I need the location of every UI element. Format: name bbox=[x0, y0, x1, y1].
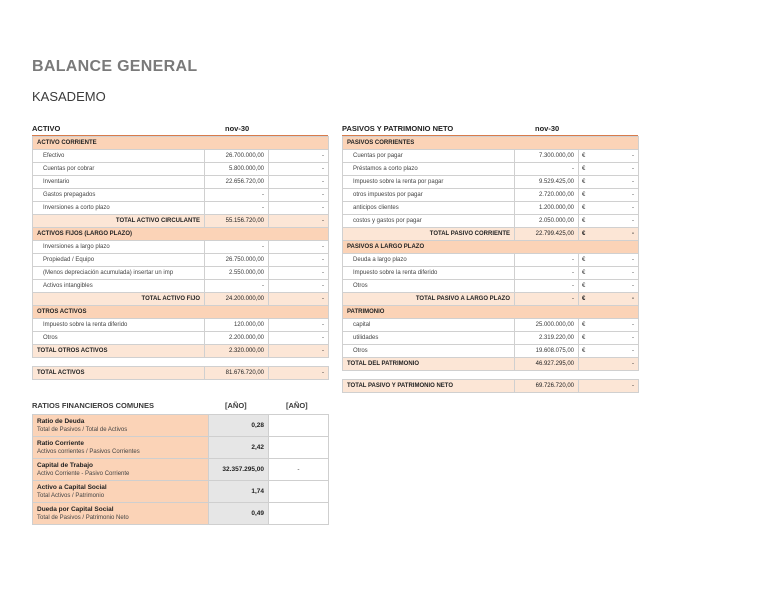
currency-symbol: € bbox=[582, 192, 586, 198]
ratio-name: Capital de Trabajo bbox=[37, 461, 93, 469]
ratio-value: 2,42 bbox=[209, 437, 269, 459]
row-prior bbox=[579, 345, 639, 358]
table-row bbox=[343, 267, 639, 280]
table-row bbox=[33, 332, 329, 345]
ratio-prior bbox=[269, 437, 329, 459]
category-label: ACTIVOS FIJOS (LARGO PLAZO) bbox=[33, 228, 329, 241]
ratios-col1: [AÑO] bbox=[225, 401, 247, 410]
row-value: 7.300.000,00 bbox=[515, 150, 579, 163]
spacer-row bbox=[33, 358, 329, 367]
table-row bbox=[343, 215, 639, 228]
prior-value: - bbox=[632, 322, 635, 328]
total-row bbox=[33, 345, 329, 358]
row-label: Inversiones a corto plazo bbox=[33, 202, 205, 215]
row-label: utilidades bbox=[343, 332, 515, 345]
currency-symbol: € bbox=[582, 270, 586, 276]
prior-value: - bbox=[632, 231, 635, 237]
row-prior: - bbox=[269, 150, 329, 163]
row-prior: - bbox=[269, 254, 329, 267]
table-row bbox=[33, 280, 329, 293]
row-label: Otros bbox=[343, 345, 515, 358]
row-label: capital bbox=[343, 319, 515, 332]
row-value: 55.156.720,00 bbox=[205, 215, 269, 228]
row-prior: - bbox=[269, 332, 329, 345]
row-prior: - bbox=[269, 163, 329, 176]
total-row bbox=[343, 293, 639, 306]
row-label: TOTAL PASIVO CORRIENTE bbox=[343, 228, 515, 241]
ratio-value: 0,28 bbox=[209, 415, 269, 437]
row-value: - bbox=[515, 267, 579, 280]
table-row bbox=[33, 163, 329, 176]
ratio-name: Ratio Corriente bbox=[37, 439, 84, 447]
liabilities-table bbox=[342, 136, 639, 393]
row-label: Otros bbox=[343, 280, 515, 293]
ratio-label bbox=[33, 415, 209, 437]
currency-symbol: € bbox=[582, 296, 586, 302]
currency-symbol: € bbox=[582, 283, 586, 289]
category-row bbox=[343, 241, 639, 254]
currency-symbol: € bbox=[582, 205, 586, 211]
row-label: anticipos clientes bbox=[343, 202, 515, 215]
prior-value: - bbox=[632, 166, 635, 172]
row-value: 81.676.720,00 bbox=[205, 367, 269, 380]
ratios-col2: [AÑO] bbox=[286, 401, 308, 410]
prior-value: - bbox=[632, 257, 635, 263]
row-value: 19.608.075,00 bbox=[515, 345, 579, 358]
row-label: TOTAL ACTIVO CIRCULANTE bbox=[33, 215, 205, 228]
row-value: 46.927.295,00 bbox=[515, 358, 579, 371]
assets-table bbox=[32, 136, 329, 380]
ratio-value: 0,49 bbox=[209, 503, 269, 525]
ratios-table bbox=[32, 414, 329, 525]
table-row bbox=[33, 267, 329, 280]
row-label: Activos intangibles bbox=[33, 280, 205, 293]
currency-symbol: € bbox=[582, 166, 586, 172]
row-label: Préstamos a corto plazo bbox=[343, 163, 515, 176]
table-row bbox=[33, 176, 329, 189]
category-row bbox=[343, 306, 639, 319]
ratio-value: 32.357.295,00 bbox=[209, 459, 269, 481]
row-value: - bbox=[515, 163, 579, 176]
prior-value: - bbox=[632, 335, 635, 341]
row-label: costos y gastos por pagar bbox=[343, 215, 515, 228]
ratio-row bbox=[33, 437, 329, 459]
ratio-label bbox=[33, 437, 209, 459]
row-label: TOTAL PASIVO Y PATRIMONIO NETO bbox=[343, 380, 515, 393]
row-prior: - bbox=[269, 176, 329, 189]
row-prior bbox=[579, 176, 639, 189]
liabilities-period: nov-30 bbox=[535, 124, 560, 133]
liabilities-header bbox=[342, 123, 638, 136]
row-label: Cuentas por pagar bbox=[343, 150, 515, 163]
ratio-row bbox=[33, 459, 329, 481]
row-prior: - bbox=[269, 241, 329, 254]
currency-symbol: € bbox=[582, 153, 586, 159]
row-prior: - bbox=[269, 293, 329, 306]
row-label: Impuesto sobre la renta por pagar bbox=[343, 176, 515, 189]
prior-value: - bbox=[632, 270, 635, 276]
total-row bbox=[343, 358, 639, 371]
row-prior bbox=[579, 293, 639, 306]
table-row bbox=[343, 163, 639, 176]
spacer-row bbox=[343, 371, 639, 380]
row-value: 22.799.425,00 bbox=[515, 228, 579, 241]
ratio-prior bbox=[269, 481, 329, 503]
category-label: ACTIVO CORRIENTE bbox=[33, 137, 329, 150]
row-prior bbox=[579, 163, 639, 176]
spacer-cell bbox=[343, 371, 639, 380]
ratio-label bbox=[33, 459, 209, 481]
row-value: 120.000,00 bbox=[205, 319, 269, 332]
prior-value: - bbox=[632, 153, 635, 159]
prior-value: - bbox=[632, 218, 635, 224]
row-label: Gastos prepagados bbox=[33, 189, 205, 202]
assets-period: nov-30 bbox=[225, 124, 250, 133]
row-value: 2.550.000,00 bbox=[205, 267, 269, 280]
row-value: - bbox=[515, 280, 579, 293]
row-label: Deuda a largo plazo bbox=[343, 254, 515, 267]
liabilities-heading: PASIVOS Y PATRIMONIO NETO bbox=[342, 124, 454, 133]
prior-value: - bbox=[632, 296, 635, 302]
table-row bbox=[33, 202, 329, 215]
table-row bbox=[343, 332, 639, 345]
spacer-cell bbox=[33, 358, 329, 367]
row-value: 69.726.720,00 bbox=[515, 380, 579, 393]
row-value: 2.200.000,00 bbox=[205, 332, 269, 345]
prior-value: - bbox=[632, 205, 635, 211]
table-row bbox=[33, 319, 329, 332]
row-value: 2.319.220,00 bbox=[515, 332, 579, 345]
currency-symbol: € bbox=[582, 179, 586, 185]
row-label: Impuesto sobre la renta diferido bbox=[33, 319, 205, 332]
ratio-formula: Total de Pasivos / Patrimonio Neto bbox=[37, 514, 129, 521]
row-label: Otros bbox=[33, 332, 205, 345]
ratio-row bbox=[33, 481, 329, 503]
ratio-value: 1,74 bbox=[209, 481, 269, 503]
total-row bbox=[33, 293, 329, 306]
category-row bbox=[33, 137, 329, 150]
prior-value: - bbox=[632, 192, 635, 198]
row-prior: - bbox=[269, 189, 329, 202]
row-prior: - bbox=[269, 319, 329, 332]
total-row bbox=[33, 215, 329, 228]
row-label: (Menos depreciación acumulada) insertar un imp bbox=[33, 267, 205, 280]
prior-value: - bbox=[632, 348, 635, 354]
row-value: 2.720.000,00 bbox=[515, 189, 579, 202]
table-row bbox=[343, 254, 639, 267]
row-value: 25.000.000,00 bbox=[515, 319, 579, 332]
row-value: 1.200.000,00 bbox=[515, 202, 579, 215]
currency-symbol: € bbox=[582, 231, 586, 237]
row-prior bbox=[579, 150, 639, 163]
prior-value: - bbox=[632, 283, 635, 289]
ratio-name: Ratio de Deuda bbox=[37, 417, 85, 425]
category-row bbox=[33, 306, 329, 319]
row-value: 5.800.000,00 bbox=[205, 163, 269, 176]
liabilities-section bbox=[342, 123, 638, 393]
row-prior bbox=[579, 215, 639, 228]
row-prior bbox=[579, 280, 639, 293]
table-row bbox=[343, 345, 639, 358]
row-label: Propiedad / Equipo bbox=[33, 254, 205, 267]
row-label: TOTAL DEL PATRIMONIO bbox=[343, 358, 515, 371]
row-prior bbox=[579, 202, 639, 215]
row-prior: - bbox=[269, 345, 329, 358]
row-value: - bbox=[205, 189, 269, 202]
ratio-prior bbox=[269, 415, 329, 437]
total-row bbox=[33, 367, 329, 380]
ratio-formula: Total de Pasivos / Total de Activos bbox=[37, 426, 128, 433]
row-prior: - bbox=[269, 215, 329, 228]
table-row bbox=[343, 176, 639, 189]
currency-symbol: € bbox=[582, 257, 586, 263]
ratios-header bbox=[32, 400, 328, 412]
category-row bbox=[33, 228, 329, 241]
ratio-formula: Total Activos / Patrimonio bbox=[37, 492, 105, 499]
table-row bbox=[33, 241, 329, 254]
ratios-section bbox=[32, 400, 328, 525]
row-prior: - bbox=[579, 380, 639, 393]
row-value: 9.529.425,00 bbox=[515, 176, 579, 189]
row-prior: - bbox=[269, 280, 329, 293]
row-label: TOTAL ACTIVOS bbox=[33, 367, 205, 380]
table-row bbox=[343, 189, 639, 202]
total-row bbox=[343, 380, 639, 393]
row-label: otros impuestos por pagar bbox=[343, 189, 515, 202]
row-value: - bbox=[515, 254, 579, 267]
row-prior: - bbox=[269, 267, 329, 280]
currency-symbol: € bbox=[582, 335, 586, 341]
ratio-prior bbox=[269, 503, 329, 525]
row-value: 26.700.000,00 bbox=[205, 150, 269, 163]
table-row bbox=[343, 150, 639, 163]
category-label: OTROS ACTIVOS bbox=[33, 306, 329, 319]
assets-header bbox=[32, 123, 328, 136]
ratio-formula: Activos corrientes / Pasivos Corrientes bbox=[37, 448, 140, 455]
table-row bbox=[33, 150, 329, 163]
row-label: Cuentas por cobrar bbox=[33, 163, 205, 176]
row-prior bbox=[579, 189, 639, 202]
row-value: 2.050.000,00 bbox=[515, 215, 579, 228]
currency-symbol: € bbox=[582, 218, 586, 224]
row-value: 22.656.720,00 bbox=[205, 176, 269, 189]
table-row bbox=[343, 319, 639, 332]
ratio-row bbox=[33, 503, 329, 525]
ratio-name: Activo a Capital Social bbox=[37, 483, 107, 491]
row-value: - bbox=[205, 280, 269, 293]
ratio-prior: - bbox=[269, 459, 329, 481]
row-value: - bbox=[205, 241, 269, 254]
row-prior: - bbox=[269, 202, 329, 215]
row-prior bbox=[579, 228, 639, 241]
prior-value: - bbox=[632, 179, 635, 185]
ratio-label bbox=[33, 503, 209, 525]
row-prior: - bbox=[579, 358, 639, 371]
page-title: BALANCE GENERAL bbox=[32, 58, 198, 75]
row-value: 2.320.000,00 bbox=[205, 345, 269, 358]
row-prior bbox=[579, 332, 639, 345]
ratio-label bbox=[33, 481, 209, 503]
row-label: Efectivo bbox=[33, 150, 205, 163]
ratio-name: Dueda por Capital Social bbox=[37, 505, 114, 513]
row-value: 26.750.000,00 bbox=[205, 254, 269, 267]
assets-section bbox=[32, 123, 328, 380]
table-row bbox=[33, 254, 329, 267]
row-label: Inversiones a largo plazo bbox=[33, 241, 205, 254]
category-label: PATRIMONIO bbox=[343, 306, 639, 319]
row-value: - bbox=[515, 293, 579, 306]
row-label: Inventario bbox=[33, 176, 205, 189]
table-row bbox=[343, 280, 639, 293]
row-prior: - bbox=[269, 367, 329, 380]
row-label: TOTAL ACTIVO FIJO bbox=[33, 293, 205, 306]
table-row bbox=[33, 189, 329, 202]
row-label: TOTAL OTROS ACTIVOS bbox=[33, 345, 205, 358]
company-name: KASADEMO bbox=[32, 89, 106, 104]
row-prior bbox=[579, 267, 639, 280]
total-row bbox=[343, 228, 639, 241]
row-prior bbox=[579, 254, 639, 267]
assets-heading: ACTIVO bbox=[32, 124, 61, 133]
row-label: TOTAL PASIVO A LARGO PLAZO bbox=[343, 293, 515, 306]
row-value: 24.200.000,00 bbox=[205, 293, 269, 306]
row-value: - bbox=[205, 202, 269, 215]
currency-symbol: € bbox=[582, 322, 586, 328]
category-label: PASIVOS CORRIENTES bbox=[343, 137, 639, 150]
category-label: PASIVOS A LARGO PLAZO bbox=[343, 241, 639, 254]
table-row bbox=[343, 202, 639, 215]
ratios-heading: RATIOS FINANCIEROS COMUNES bbox=[32, 401, 154, 410]
category-row bbox=[343, 137, 639, 150]
row-prior bbox=[579, 319, 639, 332]
ratio-row bbox=[33, 415, 329, 437]
ratio-formula: Activo Corriente - Pasivo Corriente bbox=[37, 470, 130, 477]
currency-symbol: € bbox=[582, 348, 586, 354]
row-label: Impuesto sobre la renta diferido bbox=[343, 267, 515, 280]
